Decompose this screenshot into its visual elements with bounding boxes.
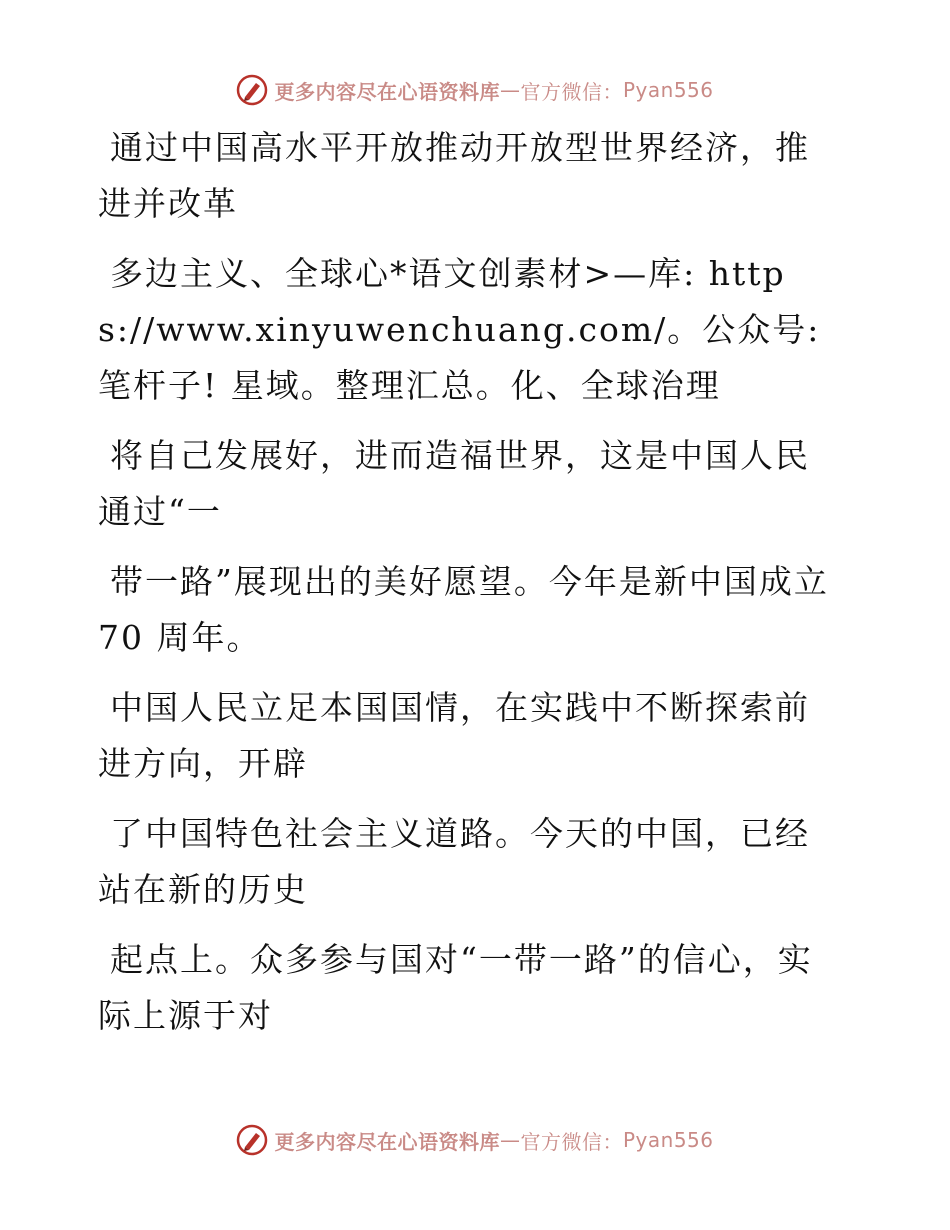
paragraph: 起点上。众多参与国对“一带一路”的信心，实际上源于对 bbox=[98, 940, 813, 1035]
paragraph: 了中国特色社会主义道路。今天的中国，已经站在新的历史 bbox=[98, 814, 810, 909]
footer-wechat-label: 官方微信： bbox=[520, 1129, 623, 1154]
header-brand-text: 更多内容尽在心语资料库 bbox=[274, 79, 500, 104]
footer-wechat-id: Pyan556 bbox=[622, 1128, 714, 1152]
header-wechat-label: 官方微信： bbox=[520, 79, 623, 104]
paragraph: 通过中国高水平开放推动开放型世界经济，推进并改革 bbox=[98, 128, 810, 223]
pen-logo-icon bbox=[236, 1124, 268, 1156]
header-wechat-id: Pyan556 bbox=[622, 78, 714, 102]
paragraph: 带一路”展现出的美好愿望。今年是新中国成立 70 周年。 bbox=[98, 562, 829, 657]
footer-dash: — bbox=[499, 1128, 521, 1152]
header-dash: — bbox=[499, 78, 521, 102]
footer-brand-text: 更多内容尽在心语资料库 bbox=[274, 1129, 500, 1154]
paragraph: 将自己发展好，进而造福世界，这是中国人民通过“一 bbox=[98, 436, 810, 531]
paragraph: 多边主义、全球心*语文创素材>—库: https://www.xinyuwenchuang.com/。公众号: 笔杆子! 星域。整理汇总。化、全球治理 bbox=[98, 254, 821, 405]
footer-watermark bbox=[0, 1120, 950, 1160]
pen-logo-icon bbox=[236, 74, 268, 106]
document-body bbox=[98, 120, 838, 1058]
header-watermark bbox=[0, 70, 950, 110]
paragraph: 中国人民立足本国国情，在实践中不断探索前进方向，开辟 bbox=[98, 688, 810, 783]
